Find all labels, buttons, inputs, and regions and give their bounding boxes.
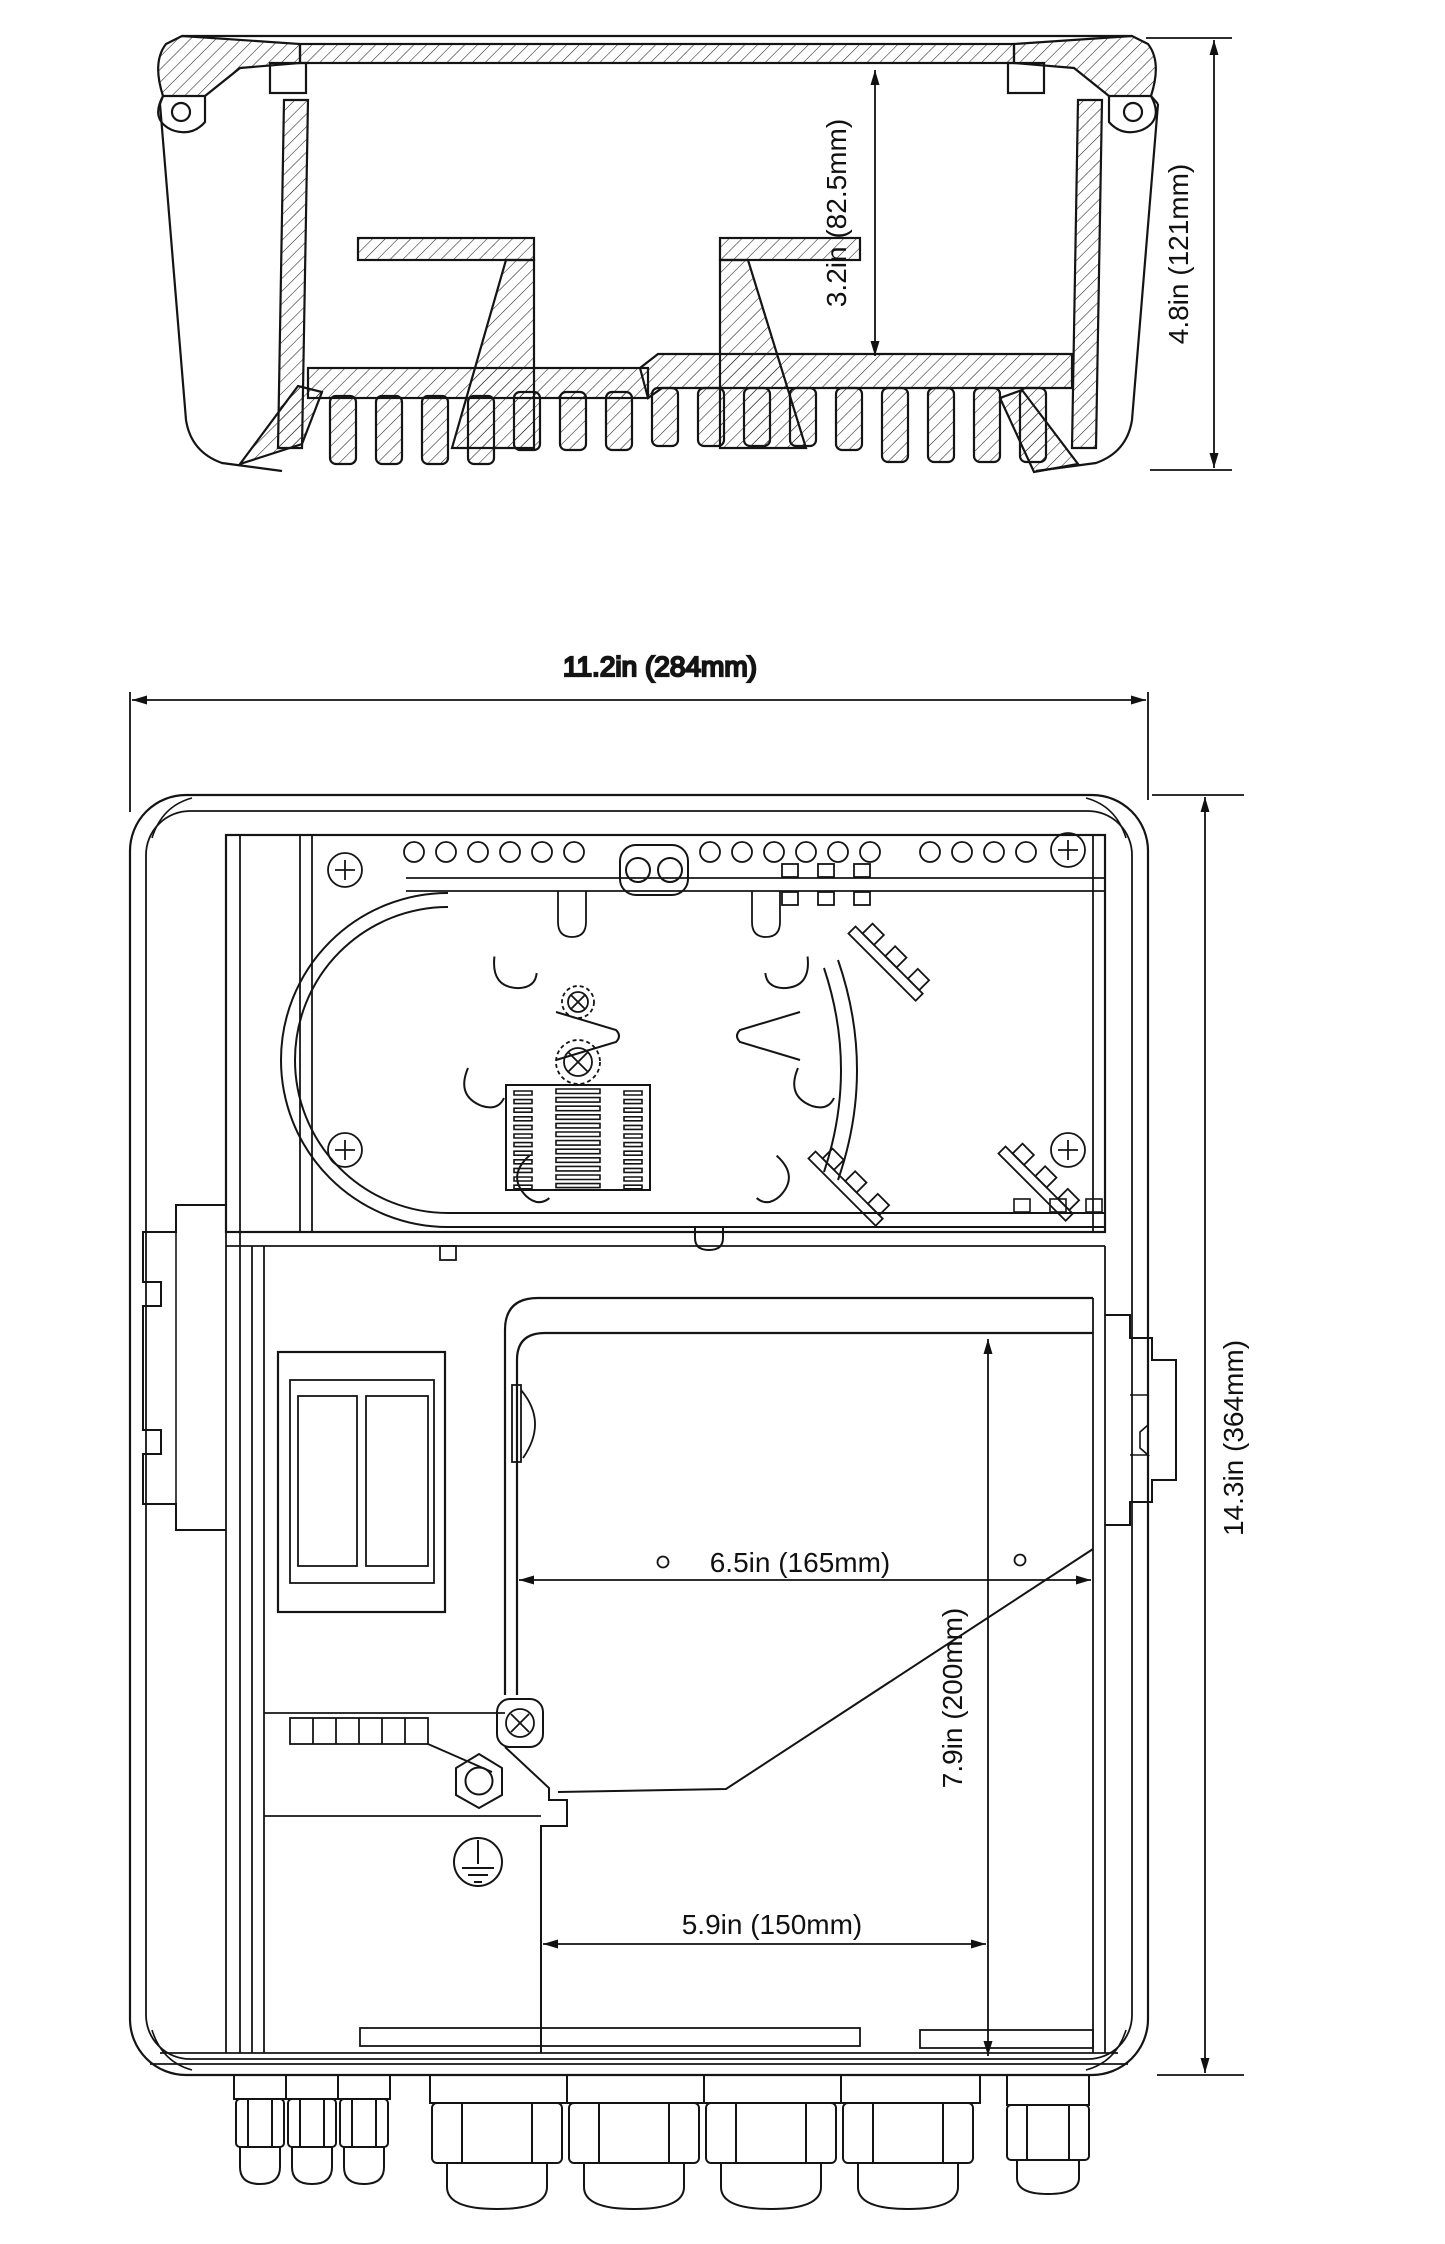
gland-group-large bbox=[430, 2075, 980, 2209]
label-door-height: 7.9in (200mm) bbox=[937, 1607, 968, 1789]
door-chamfer-line bbox=[558, 1549, 1093, 1792]
door-hole-right bbox=[1015, 1555, 1026, 1566]
lid-tab-left bbox=[270, 63, 306, 93]
dimension-overall-height bbox=[1152, 795, 1249, 2075]
duplex-adapter bbox=[620, 845, 688, 895]
lid-tab-right bbox=[1008, 63, 1044, 93]
label-door-width: 6.5in (165mm) bbox=[709, 1547, 891, 1578]
label-gland-bay-width: 5.9in (150mm) bbox=[681, 1909, 863, 1940]
hinge-pin-right bbox=[1124, 103, 1142, 121]
tray-top-bar bbox=[406, 864, 1105, 937]
tray-screws bbox=[556, 986, 600, 1084]
mount-bracket-left bbox=[143, 1205, 226, 1530]
dimension-door-height bbox=[937, 1339, 988, 2056]
label-overall-width: 11.2in (284mm) bbox=[562, 651, 758, 682]
section-view bbox=[158, 36, 1158, 472]
dimension-door-width bbox=[519, 1547, 1091, 1580]
adapter-hole-pairs bbox=[404, 842, 1036, 862]
label-interior-height: 3.2in (82.5mm) bbox=[821, 118, 852, 308]
panel-screw bbox=[328, 833, 1085, 1167]
splice-holder bbox=[506, 1085, 650, 1190]
hinge-pin-left bbox=[172, 103, 190, 121]
gland-single bbox=[1007, 2075, 1089, 2194]
terminal-block bbox=[278, 1352, 445, 1612]
splice-tray bbox=[281, 893, 1105, 1250]
dimension-overall-depth bbox=[1146, 38, 1232, 470]
label-overall-height: 14.3in (364mm) bbox=[1218, 1339, 1249, 1537]
mount-bracket-right bbox=[1105, 1315, 1176, 1525]
gland-group-small bbox=[234, 2075, 390, 2184]
cable-glands bbox=[234, 2075, 1089, 2209]
door-screw bbox=[506, 1709, 534, 1737]
dimension-interior-height bbox=[821, 70, 875, 356]
door-hole-left bbox=[658, 1557, 669, 1568]
wall-left bbox=[160, 96, 322, 471]
splice-panel bbox=[226, 833, 1105, 1260]
label-overall-depth: 4.8in (121mm) bbox=[1163, 163, 1194, 345]
hex-nut bbox=[456, 1754, 502, 1808]
splice-protectors bbox=[808, 917, 1082, 1226]
heatsink-fins bbox=[330, 388, 1046, 464]
ground-symbol bbox=[454, 1838, 502, 1886]
fiber-retainer-clips bbox=[556, 1012, 800, 1060]
front-view bbox=[130, 651, 1176, 2209]
heatsink-base bbox=[308, 354, 1072, 398]
dimension-gland-bay-width bbox=[543, 1909, 986, 1944]
